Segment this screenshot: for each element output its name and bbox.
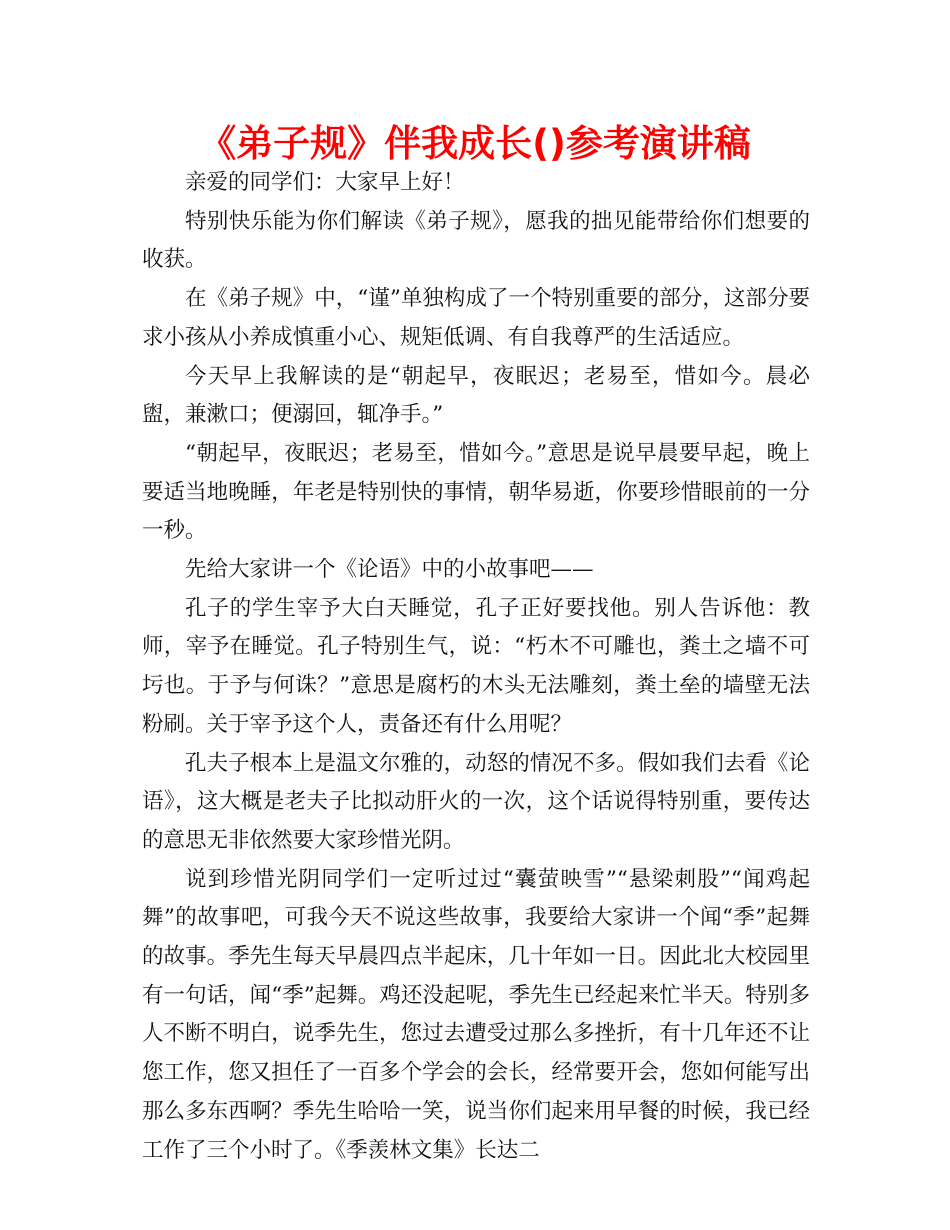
document-body [142, 164, 810, 1170]
paragraph: “朝起早，夜眠迟；老易至，惜如今。”意思是说早晨要早起，晚上要适当地晚睡，年老是特别快的事情，朝华易逝，你要珍惜眼前的一分一秒。 [142, 440, 810, 544]
paragraph: 特别快乐能为你们解读《弟子规》，愿我的拙见能带给你们想要的收获。 [142, 208, 810, 273]
document-title: 《弟子规》伴我成长()参考演讲稿 [199, 122, 751, 165]
paragraph: 在《弟子规》中，“谨”单独构成了一个特别重要的部分，这部分要求小孩从小养成慎重小心、规矩低调、有自我尊严的生活适应。 [142, 286, 810, 350]
paragraph: 孔夫子根本上是温文尔雅的，动怒的情况不多。假如我们去看《论语》，这大概是老夫子比拟动肝火的一次，这个话说得特别重，要传达的意思无非依然要大家珍惜光阴。 [142, 750, 810, 853]
paragraph: 今天早上我解读的是“朝起早，夜眠迟；老易至，惜如今。晨必盥，兼漱口；便溺回，辄净手。” [142, 363, 810, 428]
paragraph: 亲爱的同学们：大家早上好！ [185, 170, 465, 195]
paragraph: 孔子的学生宰予大白天睡觉，孔子正好要找他。别人告诉他：教师，宰予在睡觉。孔子特别生气，说：“朽木不可雕也，粪土之墙不可圬也。于予与何诛？”意思是腐朽的木头无法雕刻，粪土垒的墙壁无法粉刷。关于宰予这个人，责备还有什么用呢？ [142, 595, 810, 737]
paragraph: 说到珍惜光阴同学们一定听过过“囊萤映雪”“悬梁刺股”“闻鸡起舞”的故事吧，可我今天不说这些故事，我要给大家讲一个闻“季”起舞的故事。季先生每天早晨四点半起床，几十年如一日。因此北大校园里有一句话，闻“季”起舞。鸡还没起呢，季先生已经起来忙半天。特别多人不断不明白，说季先生，您过去遭受过那么多挫折，有十几年还不让您工作，您又担任了一百多个学会的会长，经常要开会，您如何能写出那么多东西啊？季先生哈哈一笑，说当你们起来用早餐的时候，我已经工作了三个小时了。《季羡林文集》长达二 [142, 866, 810, 1163]
paragraph: 先给大家讲一个《论语》中的小故事吧—— [185, 557, 594, 583]
